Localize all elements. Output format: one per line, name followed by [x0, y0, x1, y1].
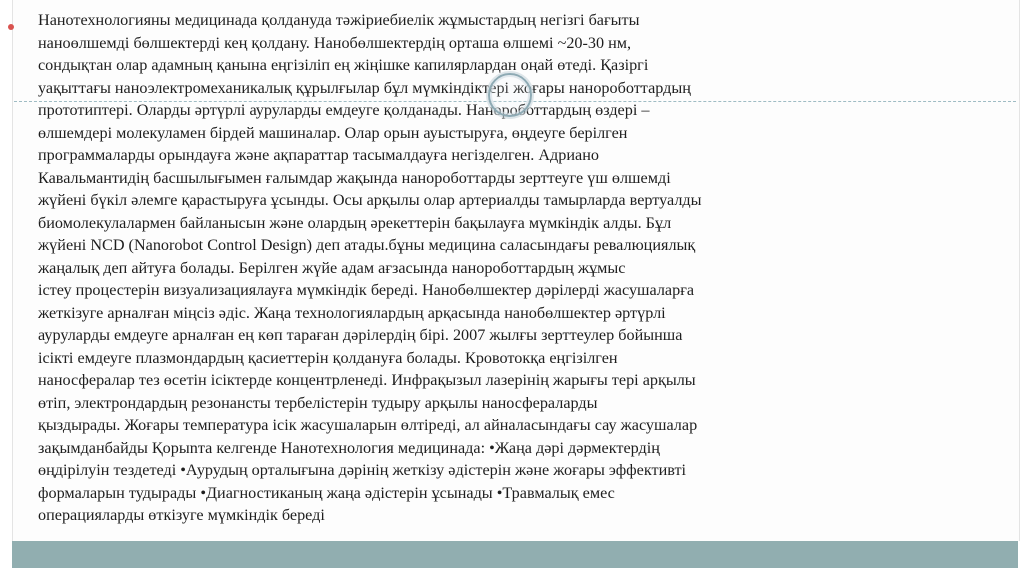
pointer-cursor-icon	[488, 73, 532, 117]
body-line: сондықтан олар адамның қанына еңгізіліп ең жіңішке капилярлардан оңай өтеді. Қазіргі	[38, 56, 649, 74]
body-line: өңдірілуін тездетеді •Аурудың орталығына дәрінің жеткізу әдістерін және жоғары эффективті	[38, 461, 687, 479]
body-line: жаңалық деп айтуға болады. Берілген жүйе адам ағзасында нанороботтардың жұмыс	[38, 258, 626, 277]
body-line: Нанотехнологияны медицинада қолдануда тәжіриебиелік жұмыстардың негізгі бағыты	[38, 11, 640, 29]
body-line: қыздырады. Жоғары температура ісік жасушаларын өлтіреді, ал айналасындағы сау жасушалар	[38, 416, 698, 434]
body-line: Кавальмантидің басшылығымен ғалымдар жақында нанороботтарды зерттеуге үш өлшемді	[38, 168, 671, 187]
body-line: биомолекулалармен байланысын және олардың әрекеттерін бақылауға мүмкіндік алды. Бұл	[38, 213, 672, 232]
body-line: істеу процестерін визуализациялауға мүмкіндік береді. Нанобөлшектер дәрілерді жасушаларға	[38, 281, 695, 299]
body-line: операцияларды өткізуге мүмкіндік береді	[38, 506, 325, 524]
body-line: өтіп, электрондардың резонансты тербелістерін тудыру арқылы наносфераларды	[38, 393, 598, 412]
body-line: ауруларды емдеуге арналған ең көп тараған дәрілердің бірі. 2007 жылғы зерттеулер бойынша	[38, 326, 683, 344]
body-line: прототиптері. Оларды әртүрлі ауруларды емдеуге қолданады. Нанороботтардың өздері –	[38, 101, 650, 119]
slide-footer-bar	[12, 541, 1018, 568]
body-line: наносфералар тез өсетін ісіктерде концентрленеді. Инфрақызыл лазерінің жарығы тері арқылы	[38, 371, 696, 389]
body-line: уақыттағы наноэлектромеханикалық құрылғылар бұл мүмкіндіктері жоғары нанороботтардың	[38, 78, 691, 97]
body-line: өлшемдері молекуламен бірдей машиналар. Олар орын ауыстыруға, өңдеуге берілген	[38, 123, 628, 142]
body-line: ісікті емдеуге плазмондардың қасиеттерін қолдануға болады. Кровотокқа еңгізілген	[38, 348, 618, 367]
body-line: жеткізуге арналған міңсіз әдіс. Жаңа технологиялардың арқасында нанобөлшектер әртүрлі	[38, 303, 666, 322]
bullet-point-icon	[8, 24, 14, 30]
body-line: наноөлшемді бөлшектерді кең қолдану. Нанобөлшектердің орташа өлшемі ~20-30 нм,	[38, 33, 632, 52]
body-line: жүйені бүкіл әлемге қарастыруға ұсынды. Осы арқылы олар артериалды тамырларда вертуалды	[38, 191, 702, 209]
body-line: программаларды орындауға және ақпараттар тасымалдауға негізделген. Адриано	[38, 146, 599, 164]
body-line: зақымданбайды Қорыnта келгенде Нанотехнология медицинада: •Жаңа дәрі дәрмектердің	[38, 438, 660, 457]
body-line: жүйені NCD (Nanorobot Control Design) деп атады.бұны медицина саласындағы ревалюциялық	[38, 236, 696, 254]
body-line: формаларын тудырады •Диагностиканың жаңа әдістерін ұсынады •Травмалық емес	[38, 483, 615, 502]
